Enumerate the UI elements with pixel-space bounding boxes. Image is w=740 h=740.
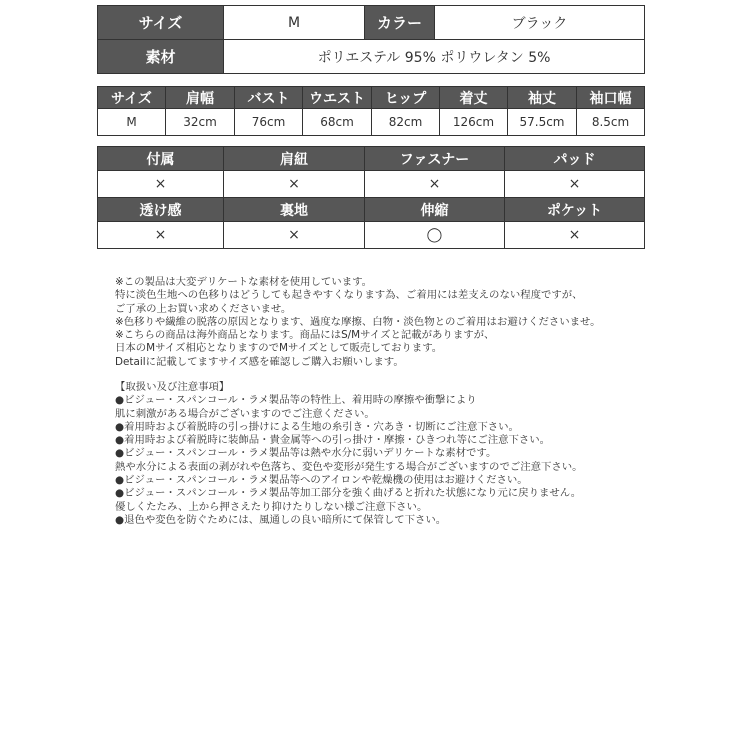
measurement-header: バスト xyxy=(235,87,303,109)
care-line: ●ビジュー・スパンコール・ラメ製品等の特性上、着用時の摩擦や衝撃により xyxy=(115,394,477,407)
note-line: Detailに記載してますサイズ感を確認しご購入お願いします。 xyxy=(115,355,404,368)
care-line: 熱や水分による表面の剥がれや色落ち、変色や変形が発生する場合がございますのでご注意下さい。 xyxy=(115,460,583,473)
measurement-value: 76cm xyxy=(235,109,303,136)
measurement-header: ウエスト xyxy=(303,87,372,109)
measurement-value: 82cm xyxy=(372,109,440,136)
note-line: ※色移りや繊維の脱落の原因となります、過度な摩擦、白物・淡色物とのご着用はお避けくださいませ。 xyxy=(115,315,601,328)
feature-value: × xyxy=(505,222,645,249)
feature-value: × xyxy=(224,171,365,198)
feature-value: × xyxy=(98,222,224,249)
feature-header: 裏地 xyxy=(224,198,365,222)
features-value-row xyxy=(98,171,645,198)
care-heading: 【取扱い及び注意事項】 xyxy=(115,381,230,393)
measurements-value-row xyxy=(98,109,645,136)
size-color-row xyxy=(98,6,645,40)
feature-value: ◯ xyxy=(365,222,505,249)
material-label: 素材 xyxy=(98,40,224,74)
color-label: カラー xyxy=(365,6,435,40)
measurement-value: M xyxy=(98,109,166,136)
material-value: ポリエステル 95% ポリウレタン 5% xyxy=(224,40,645,74)
measurement-value: 57.5cm xyxy=(508,109,577,136)
care-line: ●着用時および着脱時に装飾品・貴金属等への引っ掛け・摩擦・ひきつれ等にご注意下さい。 xyxy=(115,434,551,447)
basic-info-table xyxy=(97,5,645,74)
feature-header: 肩紐 xyxy=(224,147,365,171)
care-instructions xyxy=(115,381,583,527)
measurement-value: 32cm xyxy=(166,109,235,136)
features-value-row xyxy=(98,222,645,249)
measurements-header-row xyxy=(98,87,645,109)
size-label: サイズ xyxy=(98,6,224,40)
care-line: ●ビジュー・スパンコール・ラメ製品等は熱や水分に弱いデリケートな素材です。 xyxy=(115,447,497,460)
feature-value: × xyxy=(505,171,645,198)
care-line: ●ビジュー・スパンコール・ラメ製品等加工部分を強く曲げると折れた状態になり元に戻りません。 xyxy=(115,487,582,500)
feature-header: 透け感 xyxy=(98,198,224,222)
feature-header: ファスナー xyxy=(365,147,505,171)
measurements-table xyxy=(97,86,645,136)
note-line: ご了承の上お買い求めくださいませ。 xyxy=(115,302,292,315)
measurement-value: 68cm xyxy=(303,109,372,136)
measurement-header: 袖丈 xyxy=(508,87,577,109)
material-row xyxy=(98,40,645,74)
note-line: 特に淡色生地への色移りはどうしても起きやすくなります為、ご着用には差支えのない程度ですが、 xyxy=(115,289,583,302)
care-line: ●退色や変色を防ぐためには、風通しの良い暗所にて保管して下さい。 xyxy=(115,513,447,526)
feature-value: × xyxy=(224,222,365,249)
size-value: M xyxy=(224,6,365,40)
care-line: ●着用時および着脱時の引っ掛けによる生地の糸引き・穴あき・切断にご注意下さい。 xyxy=(115,420,519,433)
note-line: 日本のMサイズ相応となりますのでMサイズとして販売しております。 xyxy=(115,342,443,355)
features-header-row xyxy=(98,147,645,171)
feature-header: 付属 xyxy=(98,147,224,171)
feature-value: × xyxy=(365,171,505,198)
care-line: 優しくたたみ、上から押さえたり抑けたりしない様ご注意下さい。 xyxy=(115,500,428,513)
measurement-value: 126cm xyxy=(440,109,508,136)
care-line: 肌に刺激がある場合がございますのでご注意ください。 xyxy=(115,407,375,420)
note-line: ※この製品は大変デリケートな素材を使用しています。 xyxy=(115,276,373,288)
feature-value: × xyxy=(98,171,224,198)
care-line: ●ビジュー・スパンコール・ラメ製品等へのアイロンや乾燥機の使用はお避けください。 xyxy=(115,474,528,487)
feature-header: ポケット xyxy=(505,198,645,222)
measurement-header: 着丈 xyxy=(440,87,508,109)
feature-header: パッド xyxy=(505,147,645,171)
measurement-value: 8.5cm xyxy=(577,109,645,136)
measurement-header: 袖口幅 xyxy=(577,87,645,109)
note-line: ※こちらの商品は海外商品となります。商品にはS/Mサイズと記載がありますが、 xyxy=(115,329,495,342)
product-notes xyxy=(115,276,601,369)
measurement-header: 肩幅 xyxy=(166,87,235,109)
color-value: ブラック xyxy=(435,6,645,40)
features-table xyxy=(97,146,645,249)
measurement-header: ヒップ xyxy=(372,87,440,109)
feature-header: 伸縮 xyxy=(365,198,505,222)
features-header-row xyxy=(98,198,645,222)
measurement-header: サイズ xyxy=(98,87,166,109)
